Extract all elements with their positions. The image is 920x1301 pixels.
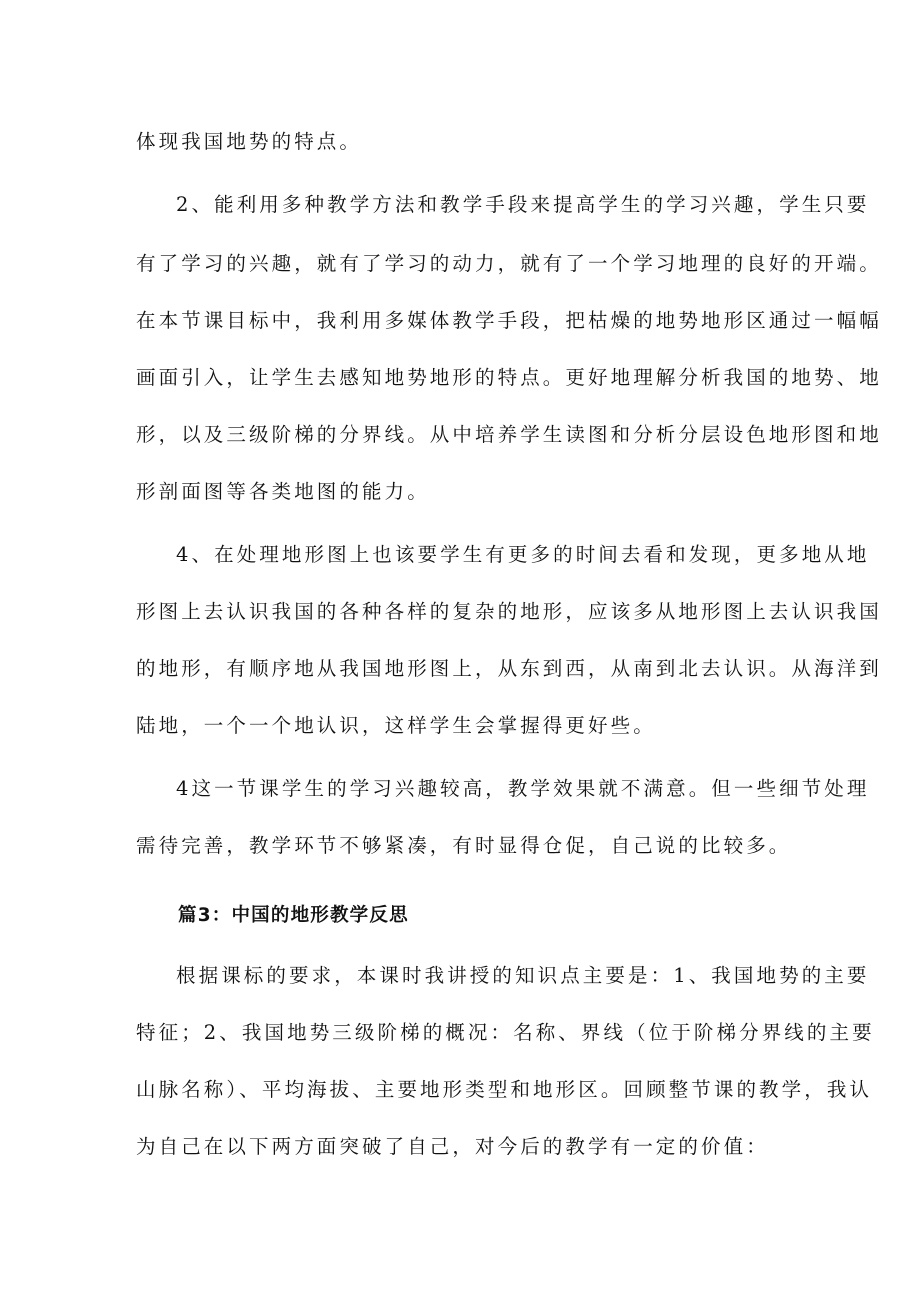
paragraph-line: 为自己在以下两方面突破了自己，对今后的教学有一定的价值： — [136, 1135, 769, 1158]
paragraph-line: 4这一节课学生的学习兴趣较高，教学效果就不满意。但一些细节处理 — [176, 777, 870, 800]
paragraph-line: 4、在处理地形图上也该要学生有更多的时间去看和发现，更多地从地 — [176, 543, 870, 566]
paragraph-line: 2、能利用多种教学方法和教学手段来提高学生的学习兴趣，学生只要 — [176, 193, 870, 216]
paragraph-line: 根据课标的要求，本课时我讲授的知识点主要是：1、我国地势的主要 — [176, 964, 870, 987]
paragraph-line: 需待完善，教学环节不够紧凑，有时显得仓促，自己说的比较多。 — [136, 834, 792, 857]
paragraph-line: 在本节课目标中，我利用多媒体教学手段，把枯燥的地势地形区通过一幅幅 — [136, 309, 882, 332]
paragraph-line: 山脉名称）、平均海拔、主要地形类型和地形区。回顾整节课的教学，我认 — [136, 1078, 873, 1101]
paragraph-line: 形图上去认识我国的各种各样的复杂的地形，应该多从地形图上去认识我国 — [136, 600, 882, 623]
paragraph-line: 陆地，一个一个地认识，这样学生会掌握得更好些。 — [136, 714, 656, 737]
paragraph-line: 形，以及三级阶梯的分界线。从中培养学生读图和分析分层设色地形图和地 — [136, 423, 882, 446]
paragraph-line: 形剖面图等各类地图的能力。 — [136, 480, 430, 503]
paragraph-line: 体现我国地势的特点。 — [136, 130, 363, 153]
section-heading: 篇3：中国的地形教学反思 — [178, 905, 409, 926]
paragraph-line: 的地形，有顺序地从我国地形图上，从东到西，从南到北去认识。从海洋到 — [136, 657, 882, 680]
paragraph-line: 画面引入，让学生去感知地势地形的特点。更好地理解分析我国的地势、地 — [136, 366, 882, 389]
paragraph-line: 特征；2、我国地势三级阶梯的概况：名称、界线（位于阶梯分界线的主要 — [136, 1021, 875, 1044]
paragraph-line: 有了学习的兴趣，就有了学习的动力，就有了一个学习地理的良好的开端。 — [136, 252, 882, 275]
